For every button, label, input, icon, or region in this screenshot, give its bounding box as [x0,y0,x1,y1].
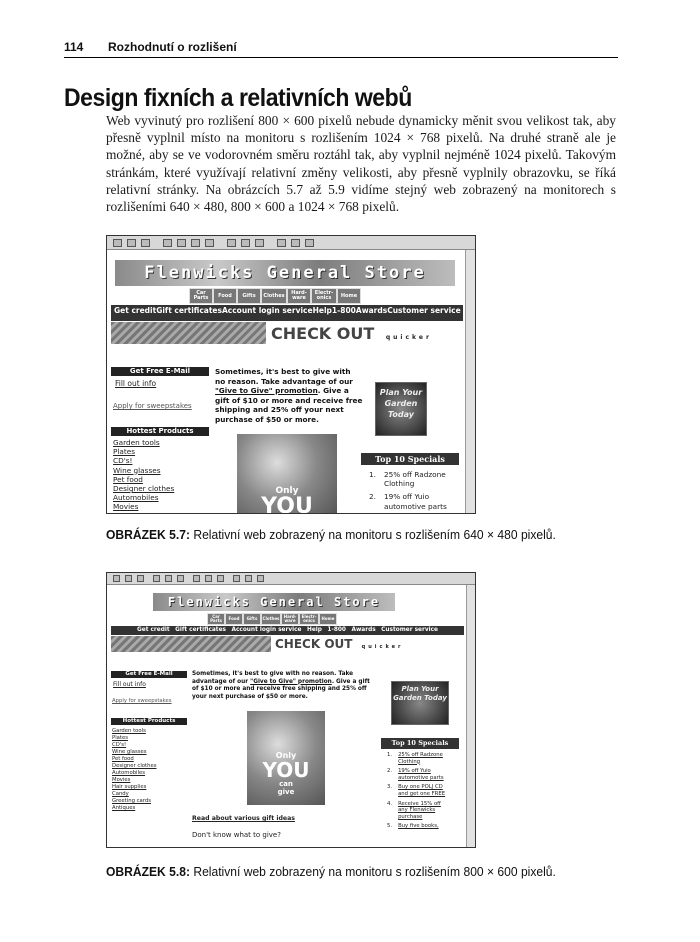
product-link[interactable]: Wine glasses [112,749,147,755]
plan-garden-image[interactable]: Plan Your Garden Today [391,681,449,725]
menu-customer-service[interactable]: Customer service [387,306,461,315]
caption-label: OBRÁZEK 5.8: [106,864,190,879]
figure-5-8-caption: OBRÁZEK 5.8: Relativní web zobrazený na monitoru s rozlišením 800 × 600 pixelů. [106,864,556,879]
nav-electronics[interactable]: Electr-onics [299,613,319,625]
hottest-heading: Hottest Products [111,427,209,436]
top10-heading: Top 10 Specials [361,453,459,465]
special-item: 2. 19% off Yuio automotive parts [387,768,444,781]
nav-gifts[interactable]: Gifts [237,288,261,304]
chapter-title: Rozhodnutí o rozlišení [108,40,237,54]
gift-photo[interactable] [247,711,325,805]
product-link[interactable]: Greeting cards [112,798,151,804]
browser-toolbar [107,236,475,250]
plan-garden-image[interactable]: Plan Your Garden Today [375,382,427,436]
product-link[interactable]: Designer clothes [113,484,175,494]
gift-photo[interactable] [237,434,337,514]
menu-customer-service[interactable]: Customer service [381,627,438,633]
menu-bar [111,626,464,635]
menu-gift-certificates[interactable]: Gift certificates [156,306,222,315]
read-about-link[interactable]: Read about various gift ideas [192,815,295,822]
top10-heading: Top 10 Specials [381,738,459,749]
promo-text: Sometimes, it's best to give with no reason. Take advantage of our "Give to Give" promotion. Give a gift of $10 or more and receive free shipping and 25% off your next purchase of $50 or more. [192,671,370,700]
special-item: 1. 25% off Radzone Clothing [387,752,443,765]
checkout-strip-pattern [111,322,266,344]
menu-get-credit[interactable]: Get credit [137,627,170,633]
nav-gifts[interactable]: Gifts [243,613,261,625]
product-list [113,438,174,512]
category-nav [189,288,361,304]
nav-food[interactable]: Food [213,288,237,304]
menu-gift-certificates[interactable]: Gift certificates [175,627,226,633]
nav-home[interactable]: Home [319,613,337,625]
product-link[interactable]: CD's! [112,742,127,748]
product-link[interactable]: Plates [112,735,129,741]
photo-you-text: YOU [261,494,313,514]
checkout-banner[interactable] [275,637,404,651]
checkout-label: CHECK OUT [275,637,353,651]
sweepstakes-link[interactable]: Apply for sweepstakes [113,402,192,410]
menu-1-800[interactable]: 1-800 [327,627,346,633]
page-number: 114 [64,40,84,54]
store-banner: Flenwicks General Store [153,593,395,611]
nav-clothes[interactable]: Clothes [261,288,287,304]
photo-only-text: Only [275,486,299,496]
special-item: 4. Receive 15% off any Flenwicks purchase [387,800,441,820]
product-list [112,728,157,812]
caption-label: OBRÁZEK 5.7: [106,527,190,542]
photo-only-text: Only [275,751,297,760]
product-link[interactable]: Movies [112,777,131,783]
product-link[interactable]: Pet food [112,756,134,762]
product-link[interactable]: Antiques [112,805,136,811]
figure-5-8-screenshot [106,572,476,848]
menu-help[interactable]: Help [312,306,332,315]
menu-account-login[interactable]: Account login service [221,306,313,315]
quicker-label: quicker [361,644,404,650]
checkout-strip-pattern [111,636,271,652]
scrollbar[interactable] [465,250,475,513]
figure-5-7-caption: OBRÁZEK 5.7: Relativní web zobrazený na monitoru s rozlišením 640 × 480 pixelů. [106,527,556,542]
email-heading: Get Free E-Mail [111,671,187,678]
store-banner: Flenwicks General Store [115,260,455,286]
fill-out-link[interactable]: Fill out info [115,379,157,388]
photo-can-text: can [279,780,293,788]
nav-car-parts[interactable]: Car Parts [189,288,213,304]
checkout-banner[interactable] [271,324,432,343]
product-link[interactable]: Automobiles [112,770,146,776]
nav-hardware[interactable]: Hard-ware [287,288,311,304]
figure-5-7-screenshot [106,235,476,514]
product-link[interactable]: Garden tools [113,438,160,447]
promo-link[interactable]: "Give to Give" promotion [215,386,318,395]
quicker-label: quicker [385,334,432,341]
menu-awards[interactable]: Awards [355,306,388,315]
promo-link[interactable]: "Give to Give" promotion [250,678,332,685]
checkout-label: CHECK OUT [271,324,375,343]
hottest-heading: Hottest Products [111,718,187,725]
body-paragraph: Web vyvinutý pro rozlišení 800 × 600 pixelů nebude dynamicky měnit svou velikost tak, aby přesně vyplnil místo na monitoru s rozlišením 1024 × 768 pixelů. Na druhé straně ale je možné, aby se ve vodorovném směru roztáhl tak, aby vyplnil nejméně 1024 pixelů. Takovým stránkám, které využívají relativní změny velikosti, aby přesně vyplnily obrazovku, se říká relativní stránky. Na obrázcích 5.7 až 5.9 vidíme stejný web zobrazený na monitorech s rozlišeními 640 × 480, 800 × 600 a 1024 × 768 pixelů. [106,113,616,215]
scrollbar[interactable] [466,585,475,847]
special-item: 2. 19% off Yuio automotive parts [369,492,447,511]
special-item: 3. Buy one POLJ CD and get one FREE [387,784,446,797]
special-item: 5. Buy five books, [387,823,439,830]
product-link[interactable]: Garden tools [112,728,146,734]
specials-list [387,752,452,830]
nav-hardware[interactable]: Hard-ware [281,613,299,625]
menu-1-800[interactable]: 1-800 [331,306,356,315]
product-link[interactable]: Movies [113,502,139,512]
product-link[interactable]: Wine glasses [113,465,161,475]
category-nav [207,613,337,625]
menu-get-credit[interactable]: Get credit [114,306,157,315]
fill-out-link[interactable]: Fill out info [113,681,146,688]
product-link[interactable]: Plates [113,447,136,457]
product-link[interactable]: Pet food [113,474,143,484]
section-title: Design fixních a relativních webů [64,84,412,112]
dont-know-text: Don't know what to give? [192,831,281,839]
special-item: 1. 25% off Radzone Clothing [369,470,446,489]
photo-give-text: give [277,788,295,796]
nav-clothes[interactable]: Clothes [261,613,281,625]
menu-awards[interactable]: Awards [351,627,376,633]
product-link[interactable]: Candy [112,791,129,797]
menu-account-login[interactable]: Account login service [231,627,302,633]
nav-car-parts[interactable]: Car Parts [207,613,225,625]
nav-electronics[interactable]: Electr-onics [311,288,337,304]
specials-list [369,470,454,511]
sweepstakes-link[interactable]: Apply for sweepstakes [112,698,172,704]
email-heading: Get Free E-Mail [111,367,209,376]
photo-you-text: YOU [262,758,310,782]
promo-text: Sometimes, it's best to give with no reason. Take advantage of our "Give to Give" promotion. Give a gift of $10 or more and receive free shipping and 25% off your next purchase of $50 or more. [215,367,363,424]
menu-bar [111,305,463,321]
browser-toolbar [107,573,475,585]
product-link[interactable]: CD's! [113,456,133,466]
running-header [64,40,618,58]
product-link[interactable]: Designer clothes [112,763,157,769]
product-link[interactable]: Hair supplies [112,784,147,790]
product-link[interactable]: Automobiles [113,493,159,503]
nav-home[interactable]: Home [337,288,361,304]
menu-help[interactable]: Help [306,627,322,633]
nav-food[interactable]: Food [225,613,243,625]
